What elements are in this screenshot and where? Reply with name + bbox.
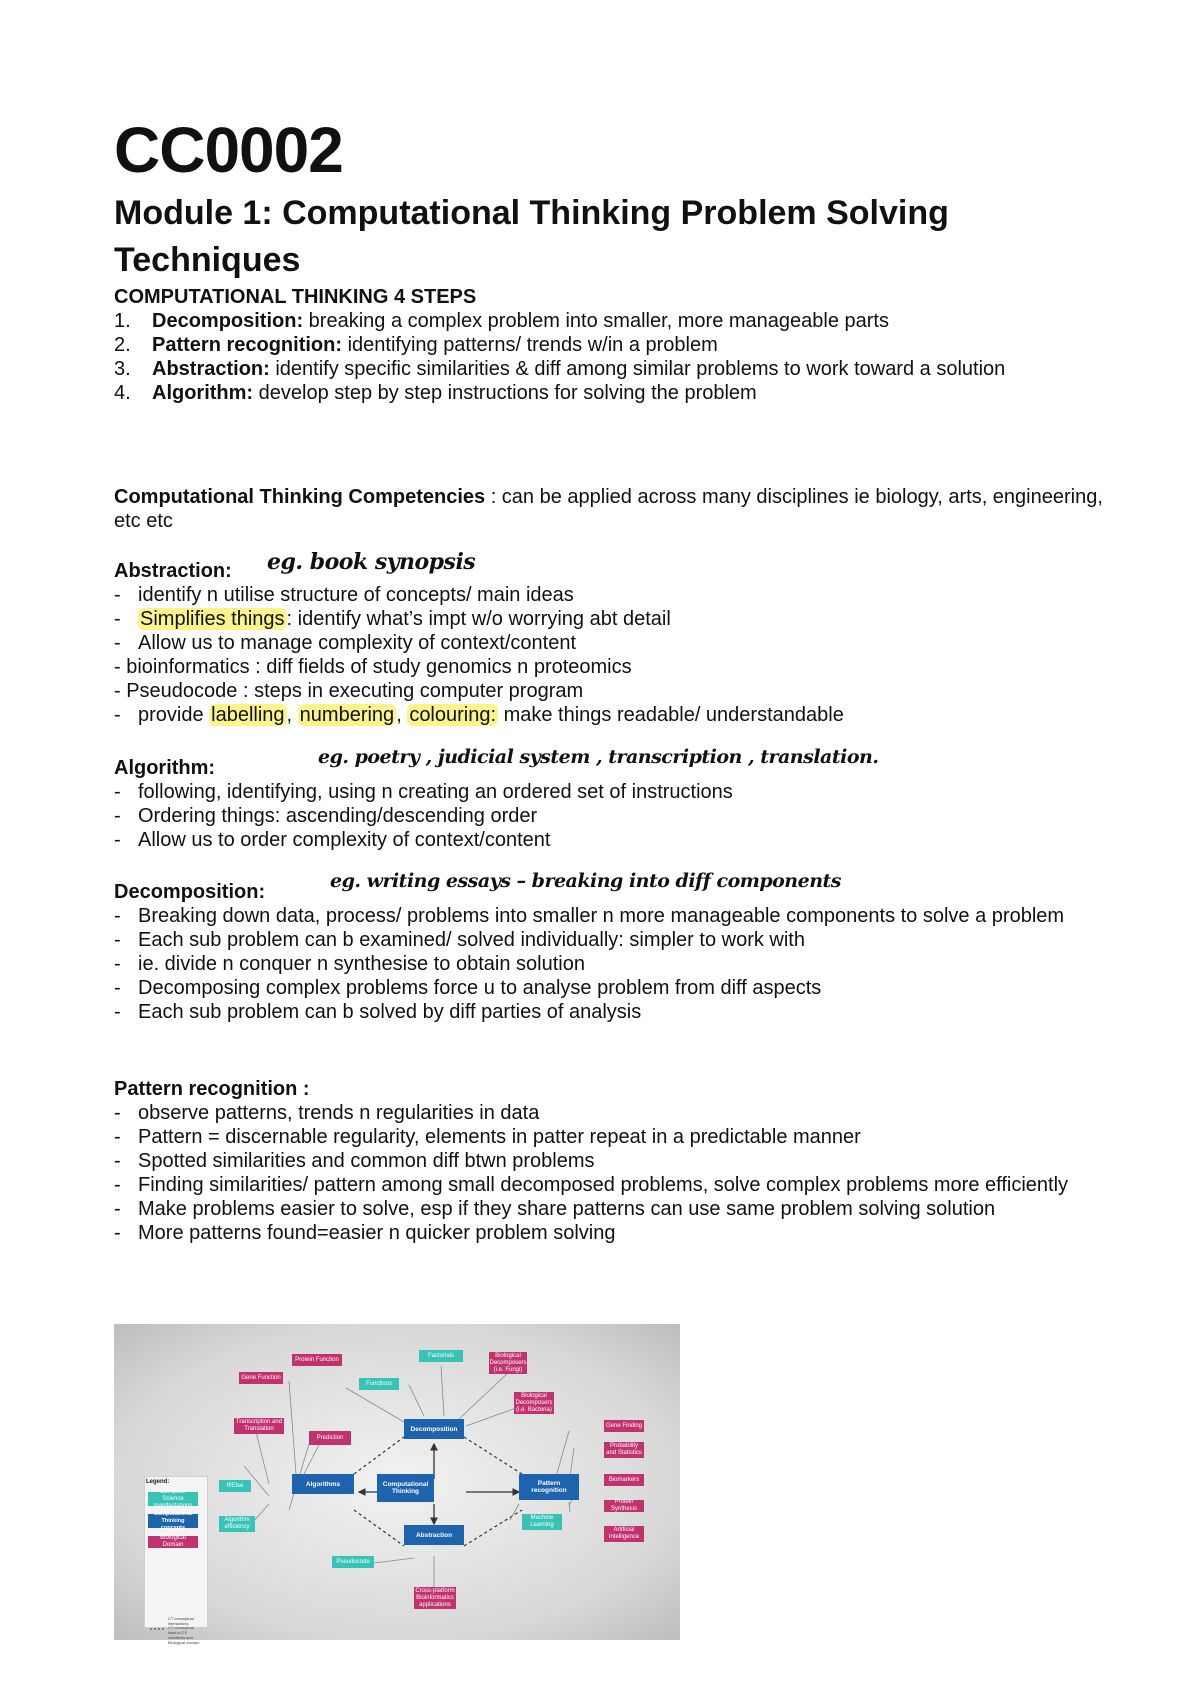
competencies-desc: : can be applied across many disciplines ie biology, arts, engineering, etc etc	[114, 486, 1103, 532]
competencies-term: Computational Thinking Competencies	[114, 486, 486, 508]
pattern-section	[114, 1077, 1104, 1245]
list-item: - Simplifies things : identify what’s impt w/o worrying abt detail	[114, 608, 671, 630]
item-text: Finding similarities/ pattern among small decomposed problems, solve complex problems more efficiently	[138, 1174, 1069, 1196]
item-text: observe patterns, trends n regularities in data	[138, 1102, 540, 1124]
ct-concept-diagram	[114, 1324, 680, 1645]
item-text: Allow us to order complexity of context/content	[138, 829, 551, 851]
node-computational-thinking: Computational Thinking	[377, 1474, 434, 1502]
list-item: - Allow us to order complexity of context/content	[114, 829, 551, 851]
item-text: identify specific similarities & diff among similar problems to work toward a solution	[269, 358, 1006, 380]
list-item	[114, 655, 1104, 679]
list-item: - following, identifying, using n creating an ordered set of instructions	[114, 781, 733, 803]
item-text: identify n utilise structure of concepts/ main ideas	[138, 584, 574, 606]
list-item	[114, 333, 1104, 357]
node-factorials: Factorials	[419, 1350, 463, 1362]
list-item: - Breaking down data, process/ problems into smaller n more manageable components to solve a problem	[114, 905, 1065, 927]
item-text: Each sub problem can b solved by diff parties of analysis	[138, 1001, 642, 1023]
node-transcription-translation: Transcription and Translation	[235, 1419, 283, 1432]
item-text: develop step by step instructions for solving the problem	[253, 382, 757, 404]
list-item	[114, 679, 1104, 703]
item-text: breaking a complex problem into smaller, more manageable parts	[303, 310, 889, 332]
node-artificial-intelligence: Artificial Intelligence	[604, 1526, 644, 1542]
item-text: - Pseudocode : steps in executing computer program	[114, 680, 584, 702]
steps-list	[114, 309, 1104, 405]
node-decomposition: Decomposition	[404, 1419, 464, 1439]
algorithm-list	[114, 780, 1104, 852]
node-bio-decomposers-fungi: Biological Decomposers (i.e. Fungi)	[489, 1352, 527, 1373]
decomposition-section	[114, 880, 1104, 1024]
node-protein-synthesis: Protein Synthesis	[604, 1500, 644, 1512]
node-algorithm-efficiency: Algorithm efficiency	[219, 1516, 255, 1532]
item-number: 3.	[114, 358, 131, 380]
node-gene-finding: Gene Finding	[604, 1420, 644, 1432]
node-protein-function: Protein Function	[292, 1354, 342, 1366]
item-term: Abstraction:	[152, 358, 270, 380]
highlighted-text: labelling	[211, 704, 285, 726]
item-text: Breaking down data, process/ problems into smaller n more manageable components to solve a problem	[138, 905, 1065, 927]
steps-title: COMPUTATIONAL THINKING 4 STEPS	[114, 286, 477, 308]
item-text: Decomposing complex problems force u to analyse problem from diff aspects	[138, 977, 822, 999]
node-abstraction: Abstraction	[404, 1525, 464, 1545]
item-number: 1.	[114, 310, 131, 332]
list-item: - observe patterns, trends n regularities in data	[114, 1102, 540, 1124]
legend-ct-concepts: Computational Thinking concepts	[148, 1514, 198, 1528]
handwritten-note: eg. poetry , judicial system , transcription , translation.	[318, 746, 879, 768]
item-text: : identify what’s impt w/o worrying abt detail	[286, 608, 671, 630]
list-item: - provide labelling , numbering , colouring: make things readable/ understandable	[114, 704, 844, 726]
item-text: More patterns found=easier n quicker problem solving	[138, 1222, 616, 1244]
legend-title: Legend:	[146, 1479, 170, 1485]
item-text: Allow us to manage complexity of context/content	[138, 632, 577, 654]
list-item: - Decomposing complex problems force u to analyse problem from diff aspects	[114, 977, 822, 999]
handwritten-note: eg. writing essays – breaking into diff components	[330, 870, 841, 892]
list-item: - Finding similarities/ pattern among small decomposed problems, solve complex problems more efficiently	[114, 1174, 1069, 1196]
item-text: - bioinformatics : diff fields of study genomics n proteomics	[114, 656, 632, 678]
separator: ,	[396, 704, 408, 726]
list-item: - Pattern = discernable regularity, elements in patter repeat in a predictable manner	[114, 1126, 861, 1148]
item-term: Pattern recognition:	[152, 334, 343, 356]
algorithm-title: Algorithm:	[114, 757, 216, 779]
list-item: - Allow us to manage complexity of context/content	[114, 632, 577, 654]
competencies-text	[114, 485, 1104, 533]
node-biomarkers: Biomarkers	[604, 1474, 644, 1486]
node-pattern-recognition: Pattern recognition	[519, 1474, 579, 1500]
list-item: - identify n utilise structure of concepts/ main ideas	[114, 584, 574, 606]
node-algorithms: Algorithms	[292, 1474, 354, 1494]
node-if-else: If/Else	[219, 1480, 251, 1492]
item-number: 4.	[114, 382, 131, 404]
list-item	[114, 381, 1104, 405]
decomposition-list	[114, 904, 1104, 1024]
list-item	[114, 357, 1104, 381]
handwritten-note: eg. book synopsis	[267, 549, 476, 575]
item-text: provide	[138, 704, 210, 726]
separator: ,	[286, 704, 298, 726]
list-item: - Spotted similarities and common diff btwn problems	[114, 1150, 595, 1172]
highlighted-text: colouring:	[409, 704, 497, 726]
legend-line-interactions: CT conceptual interactions	[168, 1616, 194, 1626]
item-text: following, identifying, using n creating an ordered set of instructions	[138, 781, 733, 803]
list-item: - Each sub problem can b examined/ solved individually: simpler to work with	[114, 929, 805, 951]
item-text: ie. divide n conquer n synthesise to obtain solution	[138, 953, 585, 975]
item-term: Algorithm:	[152, 382, 254, 404]
list-item: - Each sub problem can b solved by diff parties of analysis	[114, 1001, 642, 1023]
module-title: Module 1: Computational Thinking Problem Solving Techniques	[114, 194, 949, 279]
list-item: - ie. divide n conquer n synthesise to obtain solution	[114, 953, 585, 975]
node-probability-statistics: Probability and Statistics	[604, 1442, 644, 1458]
abstraction-title: Abstraction:	[114, 560, 232, 582]
list-item: - Ordering things: ascending/descending order	[114, 805, 538, 827]
node-gene-function: Gene Function	[239, 1372, 283, 1384]
highlighted-text: numbering	[299, 704, 395, 726]
algorithm-section	[114, 756, 1104, 852]
competencies-paragraph	[114, 485, 1104, 533]
highlighted-text: Simplifies things	[140, 608, 285, 630]
node-machine-learning: Machine Learning	[522, 1514, 562, 1530]
steps-section	[114, 285, 1104, 405]
list-item: - Make problems easier to solve, esp if they share patterns can use same problem solving solution	[114, 1198, 996, 1220]
legend-biological-domain: Biological Domain	[148, 1536, 198, 1548]
item-text: Make problems easier to solve, esp if they share patterns can use same problem solving solution	[138, 1198, 996, 1220]
node-pseudocode: Pseudocode	[332, 1556, 374, 1568]
abstraction-section	[114, 559, 1104, 727]
list-item	[114, 309, 1104, 333]
item-term: Decomposition:	[152, 310, 304, 332]
item-text: Spotted similarities and common diff btwn problems	[138, 1150, 595, 1172]
item-number: 2.	[114, 334, 131, 356]
item-text: Pattern = discernable regularity, elements in patter repeat in a predictable manner	[138, 1126, 861, 1148]
item-text: Ordering things: ascending/descending order	[138, 805, 538, 827]
node-cross-platform: Cross-platform Bioinformatics applications	[415, 1587, 455, 1608]
node-functions: Functions	[359, 1378, 399, 1390]
legend-line-links: CT conceptual links to CS manifests and Biological domain	[168, 1625, 200, 1645]
abstraction-list	[114, 583, 1104, 727]
node-bio-decomposers-bacteria: Biological Decomposers (i.e. Bacteria)	[515, 1392, 553, 1413]
node-prediction: Prediction	[309, 1431, 351, 1445]
pattern-title: Pattern recognition :	[114, 1078, 310, 1100]
list-item: - More patterns found=easier n quicker problem solving	[114, 1222, 616, 1244]
pattern-list	[114, 1101, 1104, 1245]
item-text: identifying patterns/ trends w/in a problem	[342, 334, 718, 356]
decomposition-title: Decomposition:	[114, 881, 266, 903]
legend-cs-manifestations: Computer Science manifestations	[148, 1492, 198, 1506]
course-code: CC0002	[114, 114, 343, 186]
item-text: make things readable/ understandable	[498, 704, 844, 726]
item-text: Each sub problem can b examined/ solved individually: simpler to work with	[138, 929, 805, 951]
